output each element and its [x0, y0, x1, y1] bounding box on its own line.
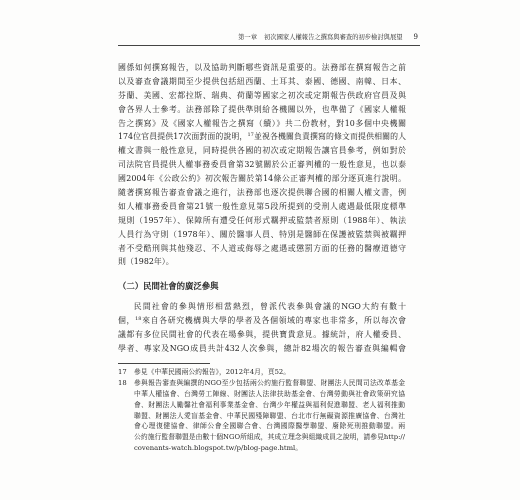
footnote-separator: [118, 363, 210, 364]
body-line: 國2004年《公政公約》初次報告關於第14條公正審判權的部分逐頁進行說明。: [118, 174, 406, 184]
body-line: 議都有多位民間社會的代表在場參與，提供寶貴意見。據統計，府人權委員、: [118, 329, 406, 339]
footnote-number: 17: [118, 368, 127, 376]
body-line-text: 個，: [118, 315, 136, 325]
page-number: 9: [413, 33, 418, 41]
body-line: 人員行為守則（1978年）、關於醫事人員、特別是醫師在保護被監禁與被羈押: [118, 229, 406, 239]
body-line: [118, 130, 406, 144]
body-line: 學者、專家及NGO成員共計432人次參與，總計82場次的報告審查與編輯會: [118, 343, 406, 353]
footnote-ref-17: 17: [247, 132, 254, 139]
footnotes: [118, 367, 406, 454]
footnote-text: [134, 367, 405, 378]
footnote-line: 參與報告審查與編撰的NGO至少包括兩公約施行監督聯盟、財團法人民間司法改革基金: [134, 378, 405, 387]
section-heading: （二）民間社會的廣泛參與: [118, 281, 219, 291]
footnote-line: covenants-watch.blogspot.tw/p/blog-page.html。: [134, 444, 303, 453]
running-header: [118, 32, 418, 43]
footnote-line: 會、財團法人勵馨社會福利事業基金會、台灣少年權益與福利促進聯盟、老人福利推動: [134, 400, 405, 409]
footnote-18: [118, 378, 406, 454]
body-line: 隨著撰寫報告審查會議之進行，法務部也逐次提供聯合國的相關人權文書，例: [118, 188, 406, 198]
body-line-text: 174位官員提供17次面對面的說明，: [118, 132, 248, 142]
footnote-line: 中華人權協會、台灣勞工陣線、財團法人法律扶助基金會、台灣勞動與社會政策研究協: [134, 389, 405, 398]
footnote-line: 會心理復健協會、律師公會全國聯合會、台灣國際醫學聯盟、廢除死刑推動聯盟。兩: [134, 422, 405, 431]
section-2-body: [118, 300, 406, 356]
body-line: 則（1982年）。: [118, 257, 174, 267]
body-line: 民間社會的參與情形相當熱烈，曾派代表參與會議的NGO大約有數十: [133, 302, 406, 311]
body-line: 者不受酷刑與其他殘忍、不人道或侮辱之處遇或懲罰方面的任務的醫療道德守: [118, 243, 406, 253]
footnote-line: 參見《中華民國兩公約報告》，2012年4月，頁52。: [134, 368, 291, 376]
body-line: [118, 314, 406, 328]
body-line: 權文書與一般性意見，同時提供各國的初次或定期報告讓官員參考，例如對於: [118, 146, 406, 156]
footnote-17: [118, 367, 406, 378]
section-1-body: [118, 61, 406, 269]
footnote-text: [134, 378, 405, 454]
chapter-title: 初次國家人權報告之撰寫與審查的初步檢討與展望: [264, 34, 403, 41]
body-line-text: 並視各機關負責撰寫的條文而提供相關的人: [253, 132, 406, 142]
footnote-line: 聯盟、財團法人愛盲基金會、中華民國殘障聯盟、台北市行無礙資源推廣協會、台灣社: [134, 411, 405, 420]
body-line: 告之撰寫》及《國家人權報告之撰寫（續）》共二份教材，對10多個中央機關: [118, 118, 406, 128]
body-line: 規則（1957年）、保障所有遭受任何形式羈押或監禁者原則（1988年）、執法: [118, 215, 406, 225]
body-line-text: 來自各研究機構與大學的學者及各個領域的專家也非常多，所以每次會: [141, 315, 406, 325]
body-line: 司法院官員提供人權事務委員會第32號關於公正審判權的一般性意見，也以泰: [118, 160, 406, 170]
body-line: 如人權事務委員會第21號一般性意見第5段所提到的受刑人處遇最低限度標準: [118, 201, 406, 211]
footnote-number: 18: [118, 378, 127, 387]
body-line: 以及審查會議期間至少提供包括紐西蘭、土耳其、泰國、德國、南韓、日本、: [118, 76, 406, 86]
body-line: 會各界人士參考。法務部除了提供準則給各機關以外，也準備了《國家人權報: [118, 104, 406, 114]
body-line: 芬蘭、美國、宏都拉斯、瑞典、荷蘭等國家之初次或定期報告供政府官員及與: [118, 90, 406, 100]
footnote-line: 公約施行監督聯盟是由數十個NGO所組成，其成立理念與組織成員之說明，請參見http://: [134, 433, 405, 442]
header-rule: [118, 45, 420, 46]
chapter-label: 第一章: [238, 34, 257, 41]
footnote-ref-18: 18: [135, 315, 142, 322]
body-line: 國係如何撰寫報告，以及協助判斷哪些資訊是重要的。法務部在撰寫報告之前: [118, 63, 406, 72]
